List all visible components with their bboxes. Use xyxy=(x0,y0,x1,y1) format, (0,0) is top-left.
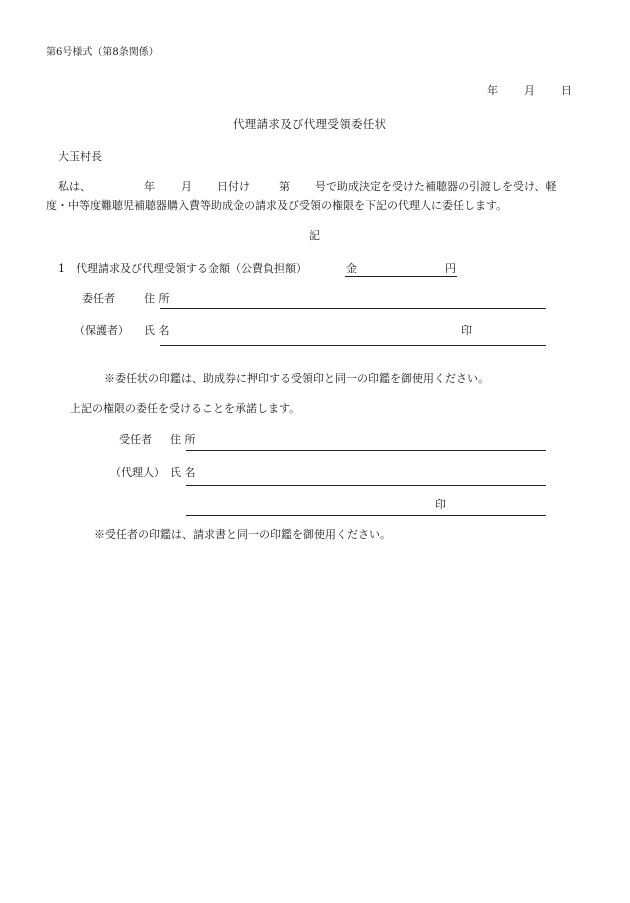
note-delegator-seal: ※委任状の印鑑は、助成券に押印する受領印と同一の印鑑を御使用ください。 xyxy=(104,372,489,385)
item1-en: 円 xyxy=(445,262,456,275)
delegator-address-label: 住 所 xyxy=(144,292,170,305)
delegate-name-label: 氏 名 xyxy=(170,466,196,479)
form-label: 第6号様式（第8条関係） xyxy=(46,47,159,58)
ki-heading: 記 xyxy=(309,229,320,242)
delegator-address-field[interactable] xyxy=(160,308,546,309)
delegate-agent-label: （代理人） xyxy=(110,466,165,479)
body-dai: 第 xyxy=(279,180,290,193)
delegate-address-field[interactable] xyxy=(186,450,546,451)
delegate-label: 受任者 xyxy=(119,433,152,446)
delegator-name-label: 氏 名 xyxy=(144,324,170,337)
body-watashi: 私は、 xyxy=(58,180,91,193)
body-year: 年 xyxy=(144,180,155,193)
body-month: 月 xyxy=(181,180,192,193)
addressee: 大玉村長 xyxy=(58,150,102,163)
delegator-guardian-label: （保護者） xyxy=(74,324,129,337)
delegate-seal: 印 xyxy=(435,498,446,511)
item1-kin: 金 xyxy=(346,262,357,275)
document-title: 代理請求及び代理受領委任状 xyxy=(233,117,387,131)
date-day: 日 xyxy=(561,84,572,97)
delegate-address-label: 住 所 xyxy=(170,433,196,446)
delegator-label: 委任者 xyxy=(82,292,115,305)
note-delegate-seal: ※受任者の印鑑は、請求書と同一の印鑑を御使用ください。 xyxy=(94,528,391,541)
amount-underline xyxy=(345,276,457,277)
item1-text: 1 代理請求及び代理受領する金額（公費負担額） xyxy=(58,262,307,275)
accept-text: 上記の権限の委任を受けることを承諾します。 xyxy=(70,402,301,415)
body-line1-rest: 号で助成決定を受けた補聴器の引渡しを受け、軽 xyxy=(315,180,557,193)
date-month: 月 xyxy=(524,84,535,97)
body-line2: 度・中等度難聴児補聴器購入費等助成金の請求及び受領の権限を下記の代理人に委任します。 xyxy=(46,199,508,212)
delegate-name-field[interactable] xyxy=(186,485,546,486)
date-year: 年 xyxy=(487,84,498,97)
body-date-tsuke: 日付け xyxy=(217,180,250,193)
delegator-seal: 印 xyxy=(461,324,472,337)
delegator-name-field[interactable] xyxy=(160,345,546,346)
delegate-seal-field[interactable] xyxy=(186,515,546,516)
